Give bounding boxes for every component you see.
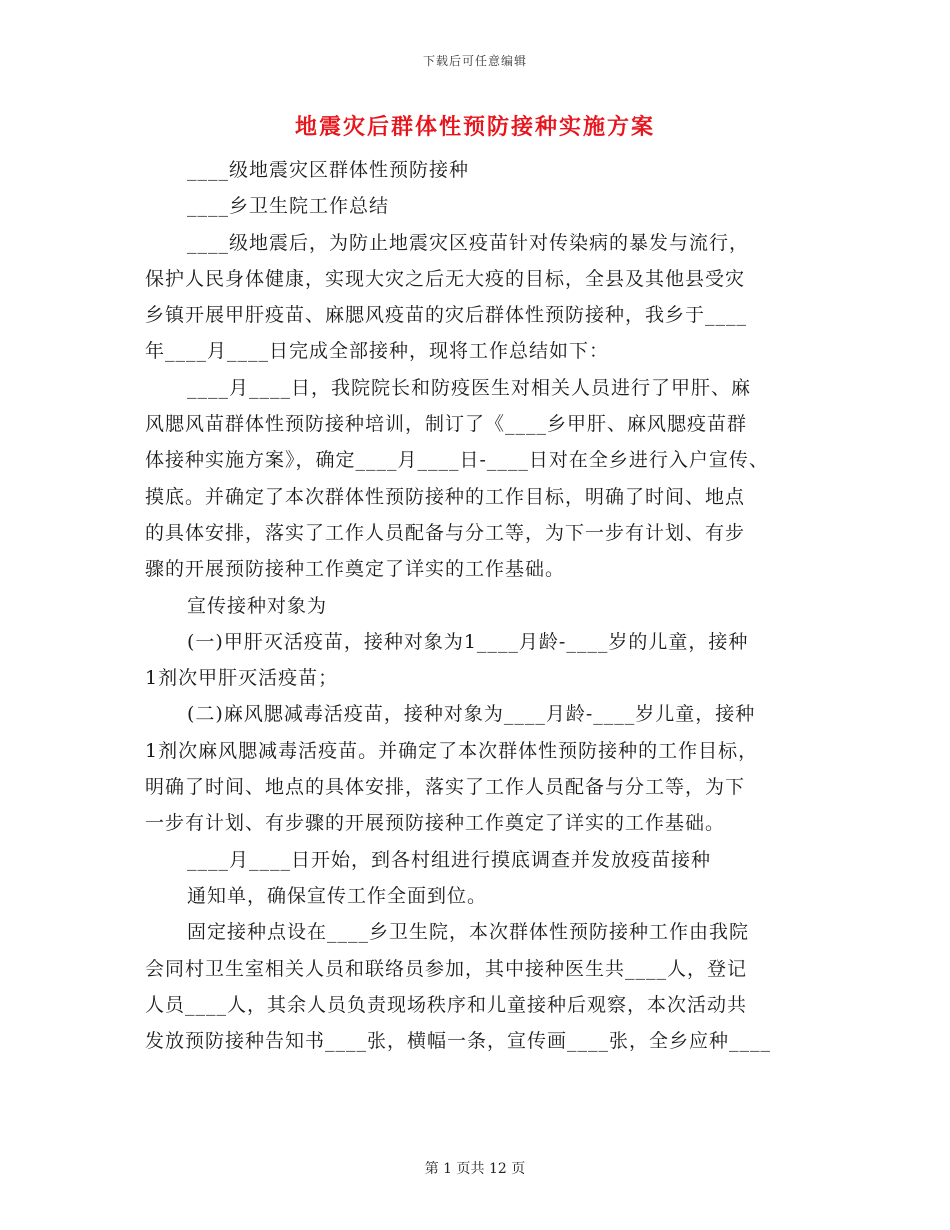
page-header-note: 下载后可任意编辑 <box>422 54 527 68</box>
body-line: (一)甲肝灭活疫苗，接种对象为1____月龄-____岁的儿童，接种 <box>187 630 749 653</box>
body-line: 体接种实施方案》，确定____月____日-____日对在全乡进行入户宣传、 <box>145 449 769 472</box>
body-line: 一步有计划、有步骤的开展预防接种工作奠定了详实的工作基础。 <box>145 812 726 835</box>
body-line: 发放预防接种告知书____张，横幅一条，宣传画____张，全乡应种____ <box>145 1030 772 1053</box>
body-line: 宣传接种对象为 <box>187 594 328 617</box>
document-body <box>145 152 810 1059</box>
body-line: 人员____人，其余人员负责现场秩序和儿童接种后观察，本次活动共 <box>145 993 748 1016</box>
body-line: 年____月____日完成全部接种，现将工作总结如下： <box>145 340 610 363</box>
body-line: 固定接种点设在____乡卫生院，本次群体性预防接种工作由我院 <box>187 921 750 944</box>
body-line: 摸底。并确定了本次群体性预防接种的工作目标，明确了时间、地点 <box>145 485 746 508</box>
body-line: ____月____日，我院院长和防疫医生对相关人员进行了甲肝、麻 <box>187 376 752 399</box>
body-line: ____乡卫生院工作总结 <box>187 195 390 218</box>
body-line: 骤的开展预防接种工作奠定了详实的工作基础。 <box>145 558 566 581</box>
body-line: 1剂次麻风腮减毒活疫苗。并确定了本次群体性预防接种的工作目标， <box>145 739 759 762</box>
page-number: 第 1 页共 12 页 <box>424 1161 526 1177</box>
body-line: 保护人民身体健康，实现大灾之后无大疫的目标，全县及其他县受灾 <box>145 267 746 290</box>
body-line: 通知单，确保宣传工作全面到位。 <box>187 884 488 907</box>
body-line: 明确了时间、地点的具体安排，落实了工作人员配备与分工等，为下 <box>145 776 746 799</box>
body-line: 会同村卫生室相关人员和联络员参加，其中接种医生共____人，登记 <box>145 957 748 980</box>
body-line: ____级地震后，为防止地震灾区疫苗针对传染病的暴发与流行， <box>187 231 750 254</box>
body-line: (二)麻风腮减毒活疫苗，接种对象为____月龄-____岁儿童，接种 <box>187 703 756 726</box>
body-line: ____级地震灾区群体性预防接种 <box>187 159 470 181</box>
body-line: ____月____日开始，到各村组进行摸底调查并发放疫苗接种 <box>187 848 712 871</box>
body-line: 的具体安排，落实了工作人员配备与分工等，为下一步有计划、有步 <box>145 521 746 544</box>
document-title: 地震灾后群体性预防接种实施方案 <box>294 114 655 140</box>
body-line: 风腮风苗群体性预防接种培训，制订了《____乡甲肝、麻风腮疫苗群 <box>145 413 748 436</box>
body-line: 乡镇开展甲肝疫苗、麻腮风疫苗的灾后群体性预防接种，我乡于____ <box>145 304 748 327</box>
body-line: 1剂次甲肝灭活疫苗； <box>145 667 339 690</box>
